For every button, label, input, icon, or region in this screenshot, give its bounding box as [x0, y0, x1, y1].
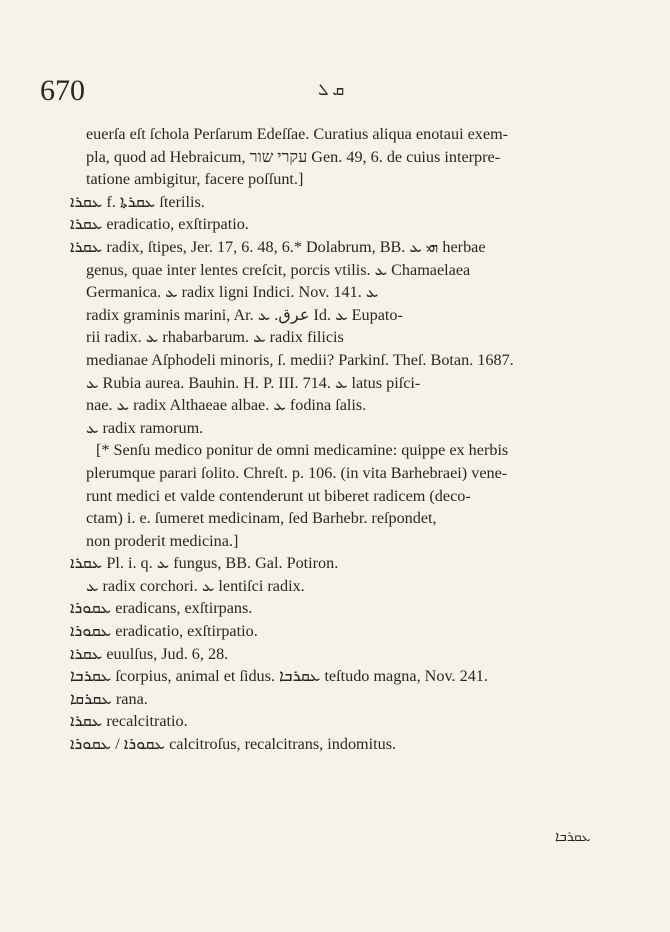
catchword: ܥܩܪܒܐ: [555, 829, 591, 845]
text-line: euerſa eſt ſchola Perſarum Edeſſae. Curatius aliqua enotaui exem-: [86, 125, 509, 143]
text-line: ܥ Rubia aurea. Bauhin. H. P. III. 714. ܥ latus piſci-: [86, 373, 421, 392]
text-line: plerumque parari ſolito. Chreſt. p. 106. (in vita Barhebraei) vene-: [86, 463, 508, 482]
text-line: ܥܩܪܒܐ ſcorpius, animal et ſidus. ܥܩܪܒܐ teſtudo magna, Nov. 241.: [70, 667, 488, 686]
text-line: ܥܩܪܐ euulſus, Jud. 6, 28.: [70, 644, 229, 663]
text-line: [* Senſu medico ponitur de omni medicamine: quippe ex herbis: [96, 441, 509, 460]
text-line: ܥ radix corchori. ܥ lentiſci radix.: [86, 576, 305, 595]
text-line: medianae Aſphodeli minoris, ſ. medii? Parkinſ. Theſ. Botan. 1687.: [86, 350, 514, 369]
text-line: tatione ambigitur, facere poſſunt.]: [86, 170, 304, 189]
text-line: runt medici et valde contenderunt ut biberet radicem (deco-: [86, 486, 471, 505]
text-line: rii radix. ܥ rhabarbarum. ܥ radix filicis: [86, 328, 344, 347]
text-line: ܥ radix ramorum.: [86, 418, 204, 437]
text-line: pla, quod ad Hebraicum, עקרי שור Gen. 49, 6. de cuius interpre-: [86, 147, 501, 166]
text-line: radix graminis marini, Ar. عرق. ܥ Id. ܥ Eupato-: [86, 305, 403, 324]
dictionary-text: [70, 123, 630, 756]
text-line: ܥܩܪܩܐ rana.: [70, 689, 148, 708]
running-header: ܩ ܠ: [318, 82, 345, 99]
text-line: ctam) i. e. ſumeret medicinam, ſed Barhebr. reſpondet,: [86, 509, 437, 528]
text-line: Germanica. ܥ radix ligni Indici. Nov. 141. ܥ: [86, 283, 379, 302]
text-line: nae. ܥ radix Althaeae albae. ܥ fodina ſalis.: [86, 396, 367, 415]
text-line: ܥܩܘܪܐ / ܥܩܘܪܐ calcitroſus, recalcitrans, indomitus.: [70, 735, 397, 754]
text-line: ܥܩܘܪܐ eradicatio, exſtirpatio.: [70, 622, 258, 641]
page-number: 670: [40, 74, 85, 107]
text-line: ܥܩܪܐ radix, ſtipes, Jer. 17, 6. 48, 6.* Dolabrum, BB. ܗܝ ܥ herbae: [70, 237, 486, 256]
text-line: non proderit medicina.]: [86, 531, 239, 550]
text-line: genus, quae inter lentes creſcit, porcis vtilis. ܥ Chamaelaea: [86, 260, 471, 279]
text-line: ܥܩܘܪܐ eradicans, exſtirpans.: [70, 599, 253, 618]
text-line: ܥܩܪܐ eradicatio, exſtirpatio.: [70, 215, 249, 234]
text-line: ܥܩܪܐ Pl. i. q. ܥ fungus, BB. Gal. Potiron.: [70, 554, 339, 573]
text-line: ܥܩܪܐ recalcitratio.: [70, 712, 188, 731]
text-line: ܥܩܪܐ f. ܥܩܪܬܐ ſterilis.: [70, 192, 205, 211]
